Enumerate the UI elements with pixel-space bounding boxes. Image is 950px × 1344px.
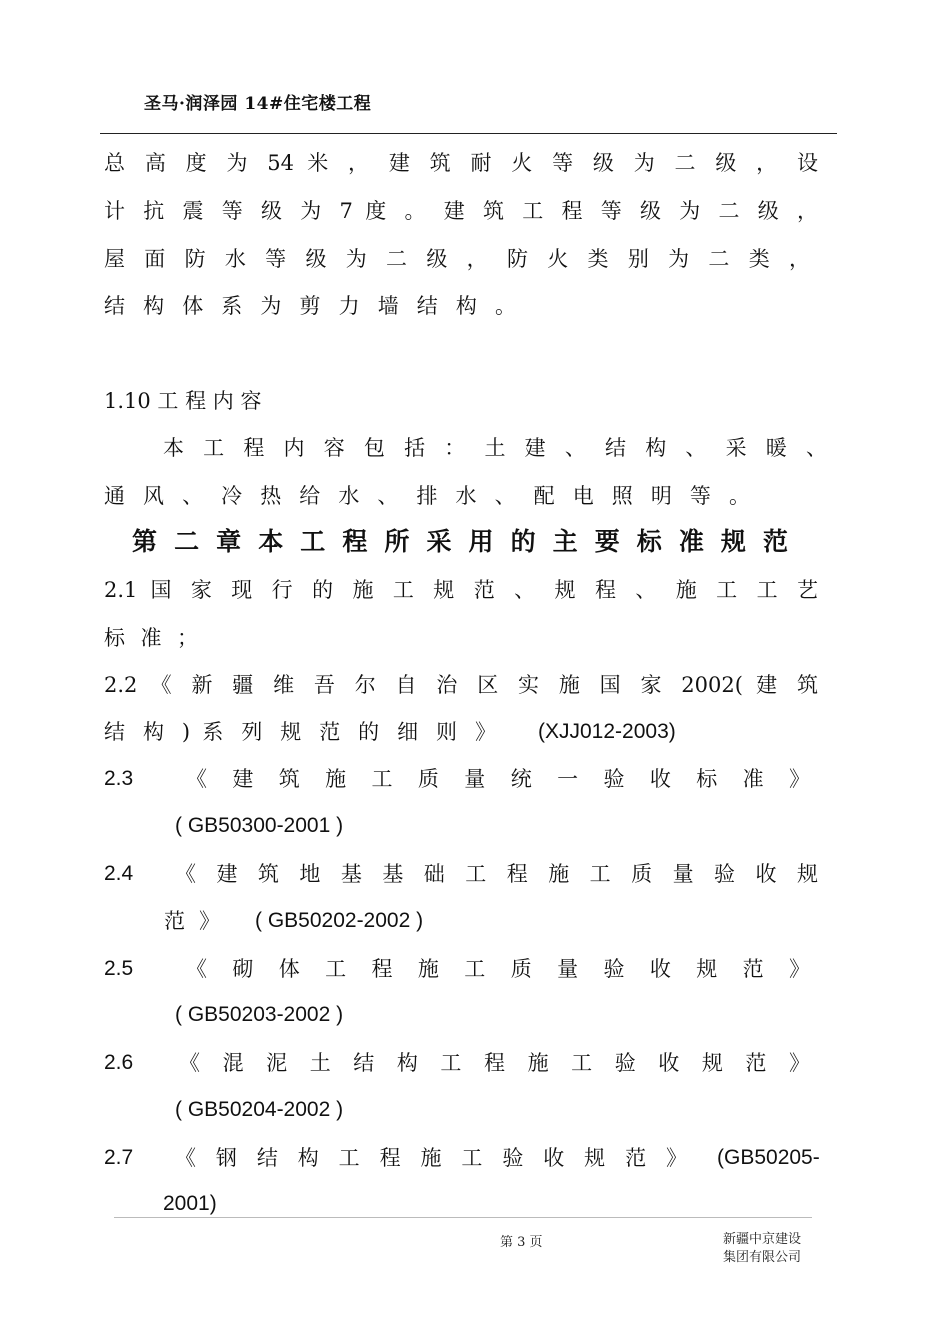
chapter-heading: 第 二 章 本 工 程 所 采 用 的 主 要 标 准 规 范: [132, 527, 788, 556]
standard-2-5-title: 《 砌 体 工 程 施 工 质 量 验 收 规 范 》: [186, 957, 810, 981]
standard-2-2-line-2: 结 构 ) 系 列 规 范 的 细 则 》: [104, 720, 496, 744]
standard-2-1-line-2: 标 准 ；: [104, 626, 198, 650]
header-title: 圣马·润泽园 14#住宅楼工程: [144, 94, 372, 114]
footer-company: [723, 1231, 801, 1267]
standard-2-2-code: (XJJ012-2003): [538, 720, 676, 743]
standard-2-4-line-2: 范 》: [164, 909, 220, 933]
header-rule: [100, 133, 837, 134]
standard-2-3-code: ( GB50300-2001 ): [175, 814, 344, 837]
standard-2-5-number: 2.5: [104, 957, 134, 980]
section-heading-1-10: 1.10 工 程 内 容: [104, 389, 262, 413]
standard-2-7-title: 《 钢 结 构 工 程 施 工 验 收 规 范 》: [175, 1146, 687, 1170]
standard-2-6-number: 2.6: [104, 1051, 134, 1074]
standard-2-6-title: 《 混 泥 土 结 构 工 程 施 工 验 收 规 范 》: [179, 1051, 810, 1075]
footer-company-line-2: 集团有限公司: [723, 1250, 802, 1265]
body-line-4: 结 构 体 系 为 剪 力 墙 结 构 。: [104, 294, 516, 318]
standard-2-5-code: ( GB50203-2002 ): [175, 1003, 344, 1026]
body-line-1: 总 高 度 为 54 米 ， 建 筑 耐 火 等 级 为 二 级 ， 设: [104, 151, 818, 175]
standard-2-3-title: 《 建 筑 施 工 质 量 统 一 验 收 标 准 》: [186, 767, 810, 791]
footer-company-line-1: 新疆中京建设: [723, 1232, 802, 1247]
footer-rule: [114, 1217, 812, 1218]
body-line-7: 通 风 、 冷 热 给 水 、 排 水 、 配 电 照 明 等 。: [104, 484, 750, 508]
standard-2-1-line-1: 2.1 国 家 现 行 的 施 工 规 范 、 规 程 、 施 工 工 艺: [104, 578, 818, 602]
body-line-6: 本 工 程 内 容 包 括 ： 土 建 、 结 构 、 采 暖 、: [163, 436, 827, 460]
standard-2-4-code: ( GB50202-2002 ): [255, 909, 424, 932]
standard-2-7-line-2: 2001): [163, 1192, 217, 1215]
standard-2-2-line-1: 2.2 《 新 疆 维 吾 尔 自 治 区 实 施 国 家 2002( 建 筑: [104, 673, 818, 697]
standard-2-7-number: 2.7: [104, 1146, 134, 1169]
standard-2-6-code: ( GB50204-2002 ): [175, 1098, 344, 1121]
body-line-3: 屋 面 防 水 等 级 为 二 级 ， 防 火 类 别 为 二 类 ，: [104, 247, 810, 271]
standard-2-7-code: (GB50205-: [717, 1146, 820, 1169]
standard-2-4-number: 2.4: [104, 862, 134, 885]
page-number: 第 3 页: [500, 1235, 543, 1250]
body-line-2: 计 抗 震 等 级 为 7 度 。 建 筑 工 程 等 级 为 二 级 ，: [104, 199, 818, 223]
standard-2-4-title: 《 建 筑 地 基 基 础 工 程 施 工 质 量 验 收 规: [175, 862, 818, 886]
standard-2-3-number: 2.3: [104, 767, 134, 790]
